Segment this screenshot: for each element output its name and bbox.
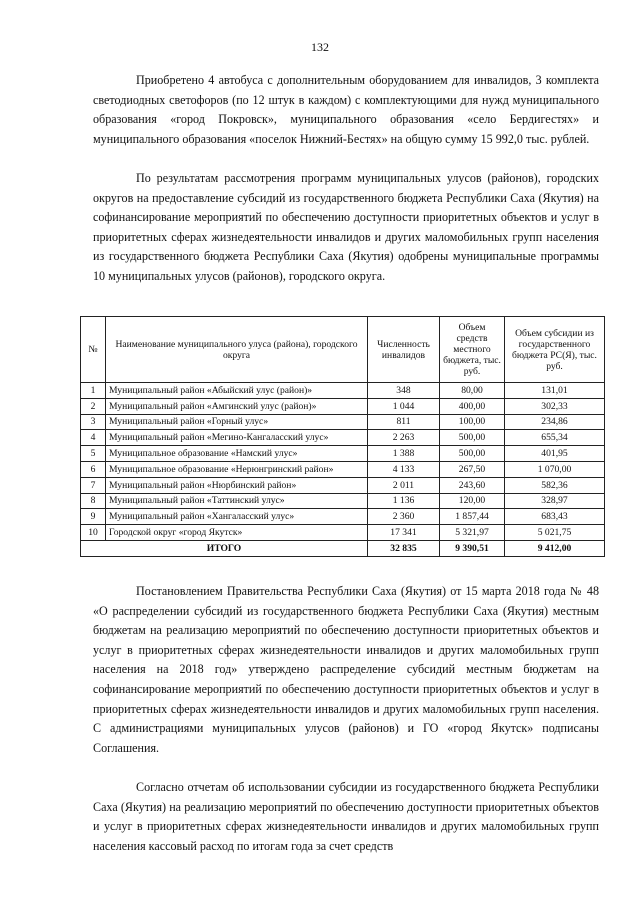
- cell-population: 4 133: [368, 461, 440, 477]
- table-row: [81, 461, 605, 477]
- cell-subsidy: 302,33: [505, 398, 605, 414]
- cell-municipality: Муниципальный район «Мегино-Кангаласский улус»: [106, 430, 368, 446]
- cell-municipality: Муниципальное образование «Намский улус»: [106, 446, 368, 462]
- cell-population: 1 136: [368, 493, 440, 509]
- cell-subsidy: 131,01: [505, 383, 605, 399]
- cell-municipality: Муниципальный район «Хангаласский улус»: [106, 509, 368, 525]
- total-local-budget: 9 390,51: [440, 540, 505, 556]
- paragraph-subsidy-reports: Согласно отчетам об использовании субсидии из государственного бюджета Республики Саха (Якутия) на реализацию мероприятий по обеспечению доступности приоритетных объектов и услуг в приоритетных сферах жизнедеятельности инвалидов и других маломобильных групп населения кассовый расход по итогам года за счет средств: [93, 780, 599, 853]
- cell-local-budget: 80,00: [440, 383, 505, 399]
- cell-municipality: Муниципальный район «Нюрбинский район»: [106, 477, 368, 493]
- header-municipality: Наименование муниципального улуса (района), городского округа: [106, 317, 368, 383]
- cell-subsidy: 328,97: [505, 493, 605, 509]
- cell-municipality: Муниципальный район «Горный улус»: [106, 414, 368, 430]
- cell-num: 5: [81, 446, 106, 462]
- table-row: [81, 398, 605, 414]
- table-row: [81, 525, 605, 541]
- cell-local-budget: 100,00: [440, 414, 505, 430]
- cell-subsidy: 5 021,75: [505, 525, 605, 541]
- cell-num: 3: [81, 414, 106, 430]
- cell-num: 9: [81, 509, 106, 525]
- cell-population: 1 388: [368, 446, 440, 462]
- cell-subsidy: 655,34: [505, 430, 605, 446]
- cell-subsidy: 401,95: [505, 446, 605, 462]
- cell-population: 2 360: [368, 509, 440, 525]
- cell-num: 8: [81, 493, 106, 509]
- cell-municipality: Городской округ «город Якутск»: [106, 525, 368, 541]
- cell-population: 2 263: [368, 430, 440, 446]
- paragraph-bus-purchase: Приобретено 4 автобуса с дополнительным оборудованием для инвалидов, 3 комплекта светодиодных светофоров (по 12 штук в каждом) с комплектующими для нужд муниципального образования «город Покровск», муниципального образования «село Бердигестях» и муниципального образования «поселок Нижний-Бестях» на общую сумму 15 992,0 тыс. рублей.: [93, 73, 599, 146]
- cell-num: 1: [81, 383, 106, 399]
- cell-population: 2 011: [368, 477, 440, 493]
- header-local-budget: Объем средств местного бюджета, тыс. руб.: [440, 317, 505, 383]
- cell-subsidy: 234,86: [505, 414, 605, 430]
- table-row: [81, 414, 605, 430]
- cell-population: 348: [368, 383, 440, 399]
- cell-municipality: Муниципальное образование «Нерюнгринский район»: [106, 461, 368, 477]
- cell-population: 1 044: [368, 398, 440, 414]
- cell-num: 6: [81, 461, 106, 477]
- cell-subsidy: 582,36: [505, 477, 605, 493]
- table-row: [81, 430, 605, 446]
- cell-local-budget: 500,00: [440, 446, 505, 462]
- cell-population: 811: [368, 414, 440, 430]
- cell-num: 2: [81, 398, 106, 414]
- table-row: [81, 477, 605, 493]
- cell-subsidy: 1 070,00: [505, 461, 605, 477]
- page-number: 132: [311, 40, 329, 54]
- table-row: [81, 383, 605, 399]
- cell-municipality: Муниципальный район «Таттинский улус»: [106, 493, 368, 509]
- table-row: [81, 446, 605, 462]
- header-num: №: [81, 317, 106, 383]
- table-row: [81, 493, 605, 509]
- total-population: 32 835: [368, 540, 440, 556]
- cell-subsidy: 683,43: [505, 509, 605, 525]
- cell-municipality: Муниципальный район «Амгинский улус (район)»: [106, 398, 368, 414]
- cell-local-budget: 5 321,97: [440, 525, 505, 541]
- cell-local-budget: 120,00: [440, 493, 505, 509]
- cell-num: 10: [81, 525, 106, 541]
- cell-local-budget: 267,50: [440, 461, 505, 477]
- cell-local-budget: 500,00: [440, 430, 505, 446]
- table-row: [81, 509, 605, 525]
- cell-local-budget: 400,00: [440, 398, 505, 414]
- cell-local-budget: 243,60: [440, 477, 505, 493]
- table-header-row: [81, 317, 605, 383]
- subsidy-table-container: [80, 316, 604, 557]
- header-subsidy: Объем субсидии из государственного бюджета РС(Я), тыс. руб.: [505, 317, 605, 383]
- table-total-row: [81, 540, 605, 556]
- cell-local-budget: 1 857,44: [440, 509, 505, 525]
- total-label: ИТОГО: [81, 540, 368, 556]
- header-population: Численность инвалидов: [368, 317, 440, 383]
- cell-population: 17 341: [368, 525, 440, 541]
- total-subsidy: 9 412,00: [505, 540, 605, 556]
- subsidy-table: [80, 316, 605, 557]
- cell-num: 4: [81, 430, 106, 446]
- paragraph-program-review: По результатам рассмотрения программ муниципальных улусов (районов), городских округов на предоставление субсидий из государственного бюджета Республики Саха (Якутия) на софинансирование мероприятий по обеспечению доступности приоритетных объектов и услуг в приоритетных сферах жизнедеятельности инвалидов и других маломобильных групп населения из государственного бюджета Республики Саха (Якутия) одобрены муниципальные программы 10 муниципальных улусов (районов), городского округа.: [93, 171, 599, 283]
- paragraph-government-decree: Постановлением Правительства Республики Саха (Якутия) от 15 марта 2018 года № 48 «О распределении субсидий из государственного бюджета Республики Саха (Якутия) местным бюджетам на реализацию мероприятий по обеспечению доступности приоритетных объектов и услуг в приоритетных сферах жизнедеятельности инвалидов и других маломобильных групп населения на 2018 год» утверждено распределение субсидий местным бюджетам на софинансирование мероприятий по обеспечению доступности приоритетных объектов и услуг в приоритетных сферах жизнедеятельности инвалидов и других маломобильных групп населения. С администрациями муниципальных улусов (районов) и ГО «город Якутск» подписаны Соглашения.: [93, 584, 599, 755]
- cell-municipality: Муниципальный район «Абыйский улус (район)»: [106, 383, 368, 399]
- cell-num: 7: [81, 477, 106, 493]
